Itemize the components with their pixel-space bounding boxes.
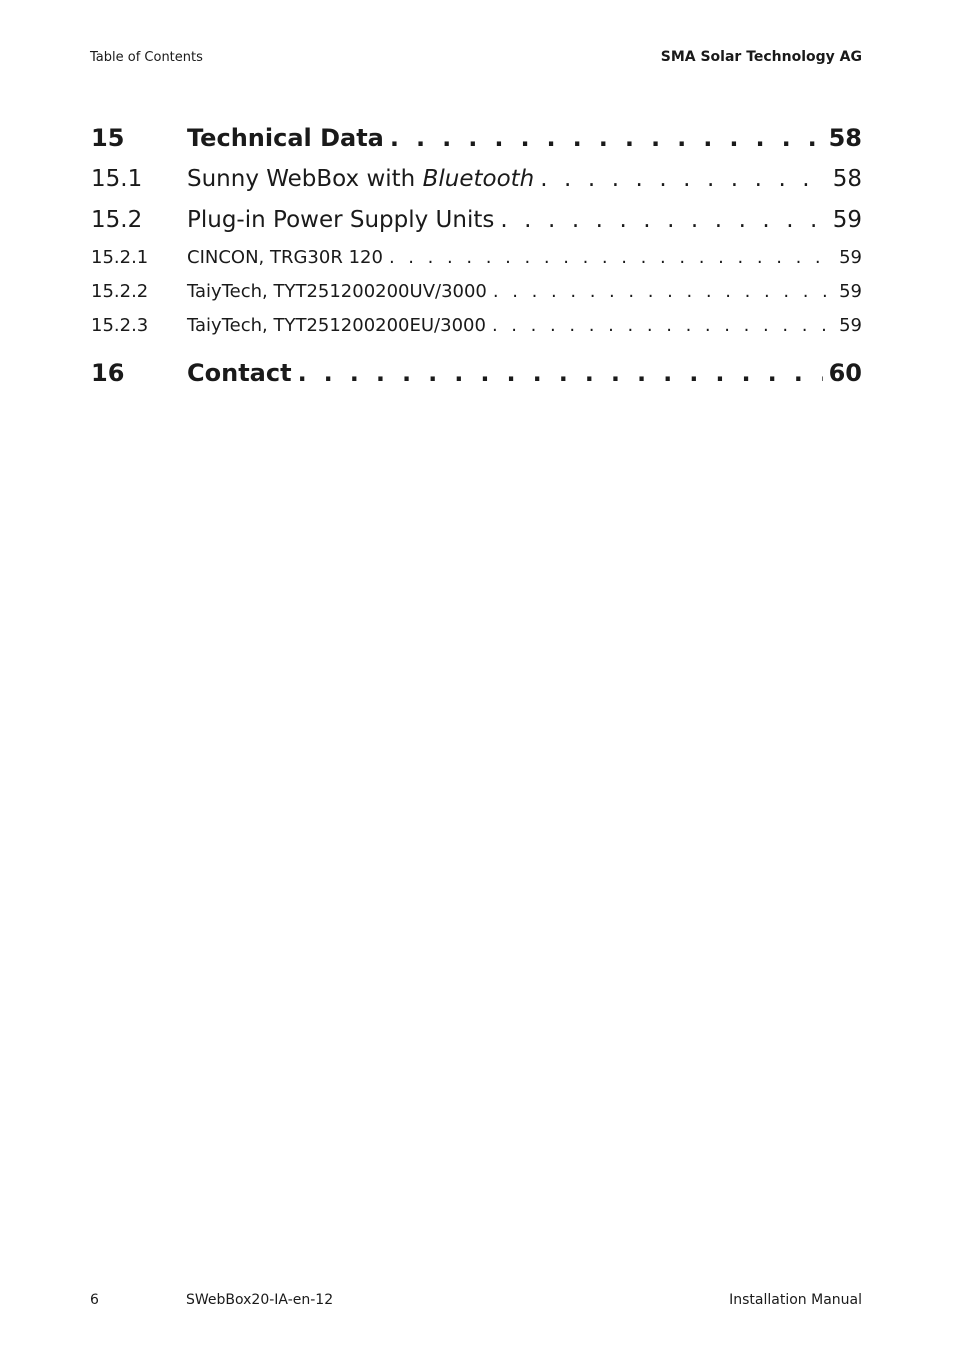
toc-entry-title: TaiyTech, TYT251200200EU/3000 (187, 315, 486, 336)
footer-doc-code: SWebBox20-IA-en-12 (186, 1292, 334, 1308)
toc-entry-number: 15.2.2 (91, 281, 149, 302)
toc-entry-15-2-2[interactable] (91, 281, 862, 302)
toc-entry-number: 15.2 (91, 207, 143, 233)
dot-leader (540, 166, 826, 192)
toc-entry-title: Plug-in Power Supply Units (187, 207, 495, 233)
running-header-company: SMA Solar Technology AG (660, 49, 862, 65)
toc-entry-number: 15.1 (91, 166, 143, 192)
dot-leader (500, 207, 826, 233)
toc-entry-page: 58 (832, 166, 862, 192)
toc-entry-page: 59 (839, 247, 862, 268)
toc-entry-title: Technical Data (187, 124, 384, 152)
toc-entry-title (187, 166, 534, 192)
toc-entry-page: 58 (828, 124, 862, 152)
toc-entry-title: CINCON, TRG30R 120 (187, 247, 383, 268)
dot-leader (390, 124, 823, 152)
toc-entry-title: TaiyTech, TYT251200200UV/3000 (187, 281, 487, 302)
toc-entry-15-2[interactable] (91, 207, 862, 233)
toc-entry-page: 59 (839, 281, 862, 302)
dot-leader (298, 359, 823, 387)
footer-page-number: 6 (90, 1292, 99, 1308)
toc-entry-number: 15.2.1 (91, 247, 149, 268)
toc-entry-number: 16 (91, 359, 125, 387)
toc-entry-16[interactable] (91, 359, 862, 387)
toc-entry-page: 59 (832, 207, 862, 233)
dot-leader (389, 247, 833, 268)
toc-entry-title: Contact (187, 359, 292, 387)
toc-entry-number: 15.2.3 (91, 315, 149, 336)
running-header-section: Table of Contents (90, 50, 203, 65)
toc-entry-15[interactable] (91, 124, 862, 152)
toc-entry-page: 60 (828, 359, 862, 387)
dot-leader (493, 281, 833, 302)
toc-entry-title-italic: Bluetooth (422, 166, 535, 192)
footer-doc-type: Installation Manual (729, 1292, 862, 1308)
toc-entry-title-text: Sunny WebBox with (187, 166, 423, 192)
toc-entry-15-2-1[interactable] (91, 247, 862, 268)
dot-leader (492, 315, 833, 336)
toc-entry-number: 15 (91, 124, 125, 152)
toc-entry-page: 59 (839, 315, 862, 336)
toc-entry-15-2-3[interactable] (91, 315, 862, 336)
toc-entry-15-1[interactable] (91, 166, 862, 192)
